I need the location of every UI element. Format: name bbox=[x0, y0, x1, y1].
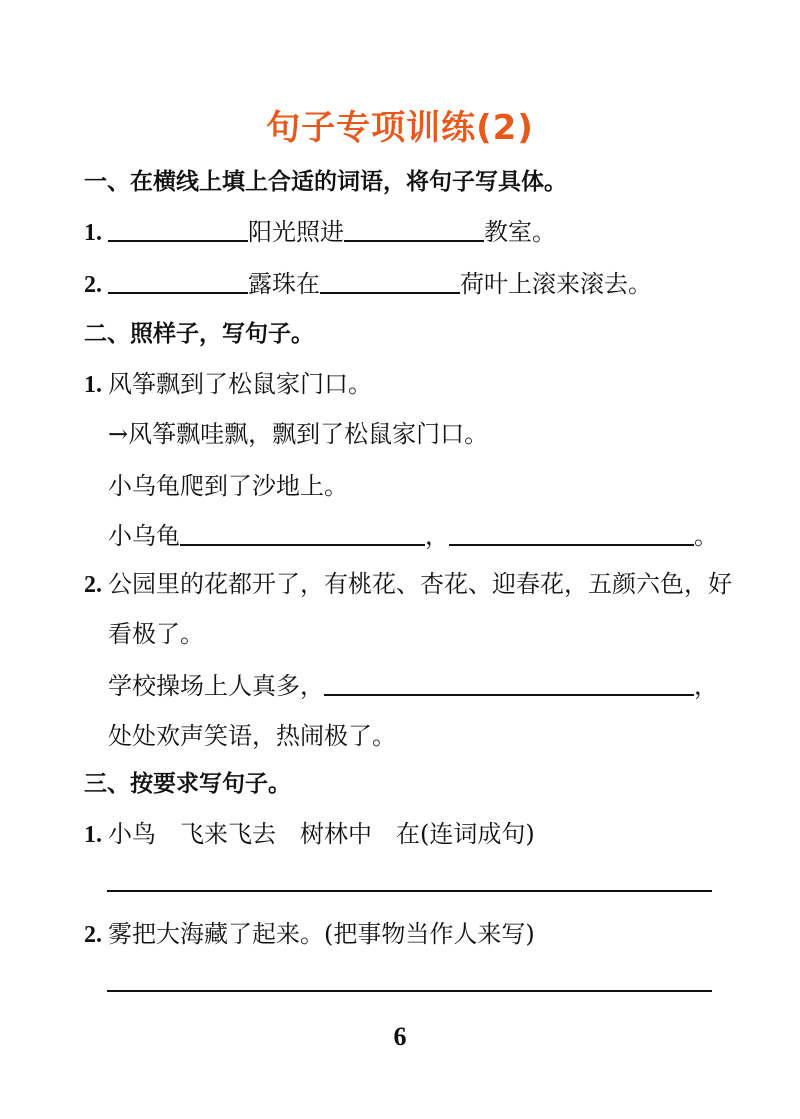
question-number: 1. bbox=[84, 822, 102, 848]
s2-q1-answer-line bbox=[108, 520, 718, 552]
question-text: 雾把大海藏了起来。(把事物当作人来写) bbox=[108, 920, 535, 948]
page-number: 6 bbox=[393, 1022, 407, 1051]
question-number: 1. bbox=[84, 220, 102, 246]
fill-blank[interactable] bbox=[344, 216, 484, 242]
prompt-sentence: 小乌龟爬到了沙地上。 bbox=[108, 472, 348, 500]
period: 。 bbox=[694, 522, 718, 550]
question-text: 荷叶上滚来滚去。 bbox=[460, 270, 652, 298]
example-sentence-cont: 看极了。 bbox=[108, 620, 204, 648]
fill-blank[interactable] bbox=[324, 670, 694, 696]
example-result: →风筝飘哇飘，飘到了松鼠家门口。 bbox=[108, 420, 489, 448]
fill-blank[interactable] bbox=[449, 520, 694, 546]
answer-line[interactable] bbox=[107, 890, 712, 892]
question-number: 2. bbox=[84, 272, 102, 298]
fill-blank[interactable] bbox=[320, 268, 460, 294]
example-sentence: 公园里的花都开了，有桃花、杏花、迎春花，五颜六色，好 bbox=[108, 570, 732, 598]
s3-question-1 bbox=[84, 818, 535, 851]
s2-question-2-example bbox=[84, 568, 732, 601]
question-text: 教室。 bbox=[484, 218, 556, 246]
example-sentence: 风筝飘到了松鼠家门口。 bbox=[108, 370, 372, 398]
fill-blank[interactable] bbox=[108, 268, 248, 294]
s2-q2-answer-line bbox=[108, 670, 718, 702]
prompt-start: 学校操场上人真多， bbox=[108, 672, 324, 700]
question-text: 小鸟 飞来飞去 树林中 在(连词成句) bbox=[108, 820, 535, 848]
s1-question-2 bbox=[84, 268, 652, 301]
fill-blank[interactable] bbox=[180, 520, 425, 546]
prompt-end: 处处欢声笑语，热闹极了。 bbox=[108, 722, 396, 750]
answer-line[interactable] bbox=[107, 990, 712, 992]
question-number: 2. bbox=[84, 922, 102, 948]
section2-heading: 二、照样子，写句子。 bbox=[84, 321, 314, 347]
page-title: 句子专项训练(2) bbox=[266, 108, 534, 148]
s3-question-2 bbox=[84, 918, 535, 951]
s1-question-1 bbox=[84, 216, 556, 249]
question-text: 露珠在 bbox=[248, 270, 320, 298]
s2-question-1-example bbox=[84, 368, 372, 401]
question-number: 2. bbox=[84, 572, 102, 598]
section1-heading: 一、在横线上填上合适的词语，将句子写具体。 bbox=[84, 169, 567, 195]
comma: ， bbox=[694, 672, 718, 700]
answer-start: 小乌龟 bbox=[108, 522, 180, 550]
section3-heading: 三、按要求写句子。 bbox=[84, 771, 291, 797]
question-number: 1. bbox=[84, 372, 102, 398]
question-text: 阳光照进 bbox=[248, 218, 344, 246]
fill-blank[interactable] bbox=[108, 216, 248, 242]
comma: ， bbox=[425, 522, 449, 550]
